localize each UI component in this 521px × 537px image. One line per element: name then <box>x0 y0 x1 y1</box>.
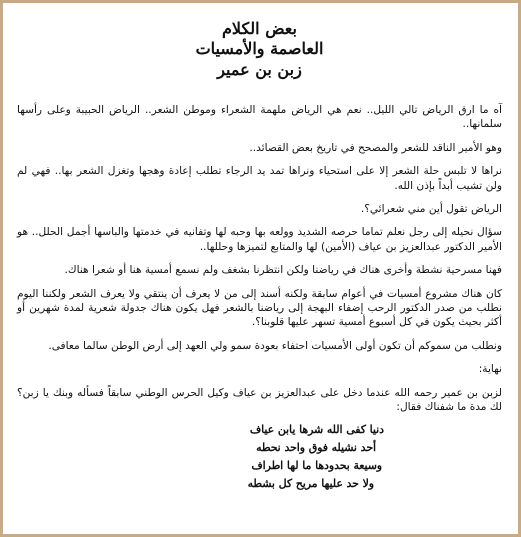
paragraph-6: فهنا مسرحية نشطة وأخرى هناك في رياضنا ولكن انتظرنا بشغف ولم نسمع أمسية هنا أو شعرا هناك. <box>64 264 502 277</box>
poem <box>17 421 502 493</box>
article-header <box>17 19 502 81</box>
paragraph-2: وهو الأمير الناقد للشعر والمصحح في تاريخ بعض القصائد.. <box>249 141 502 154</box>
paragraph-3: نراها لا تلبس حلة الشعر إلا على استحياء ونراها تمد يد الرجاء تطلب إعادة وهجها وتغزل الشعر بها.. فهي لم ولن تشيب أبداً بإذن الله. <box>17 165 502 192</box>
ending-label: نهاية: <box>478 363 502 376</box>
paragraph-10: لزبن بن عمير رحمه الله عندما دخل على عبدالعزيز بن عياف وكيل الحرس الوطني سابقاً فسأله وبنك يا زبن؟ لك مدة ما شفناك فقال: <box>17 386 502 414</box>
paragraph-1: آه ما ارق الرياض تالي الليل.. نعم هي الرياض ملهمة الشعراء وموطن الشعر.. الرياض الحبيبة وعلى رأسها سلمانها.. <box>17 104 502 131</box>
poem-line-1: دنيا كفى الله شرها يابن عياف <box>249 422 384 436</box>
poem-line-2: أحد نشيله فوق واحد نحطه <box>256 440 376 454</box>
paragraph-8: ونطلب من سموكم أن تكون أولى الأمسيات احتفاء بعودة سمو ولي العهد إلى أرض الوطن سالما معافى. <box>48 339 502 352</box>
article-title: العاصمة والأمسيات <box>195 39 324 58</box>
column-title: بعض الكلام <box>222 19 297 38</box>
article <box>3 3 518 493</box>
poem-line-4: ولا حد عليها مريح كل بشطه <box>247 476 374 490</box>
poem-line-3: وسيعة بحدودها ما لها اطراف <box>251 458 382 472</box>
paragraph-4: الرياض تقول أين مني شعرائي؟. <box>360 203 502 216</box>
author-name: زبن بن عمير <box>217 60 302 79</box>
paragraph-5: سؤال نحيله إلى رجل نعلم تماما حرصه الشديد وولعه بها وحبه لها وتفانيه في خدمتها والباسها أجمل الحلل.. هو الأمير الدكتور عبدالعزيز بن عياف (الأمين) لها والمتابع لتميزها وحللها.. <box>17 226 502 253</box>
paragraph-7: كان هناك مشروع أمسيات في أعوام سابقة ولكنه أسند إلى من لا يعرف أن ينتقي ولا يعرف الشعر ولكننا اليوم نطلب من صدر الدكتور الرحب إضفاء البهجة إلى رياضنا بالشعر فهل يكون هناك جدولة شعرية لمدة شهرين أو أكثر بحيث يكون في كل أسبوع أمسية تسهر عليها قلوبنا؟. <box>17 287 502 329</box>
